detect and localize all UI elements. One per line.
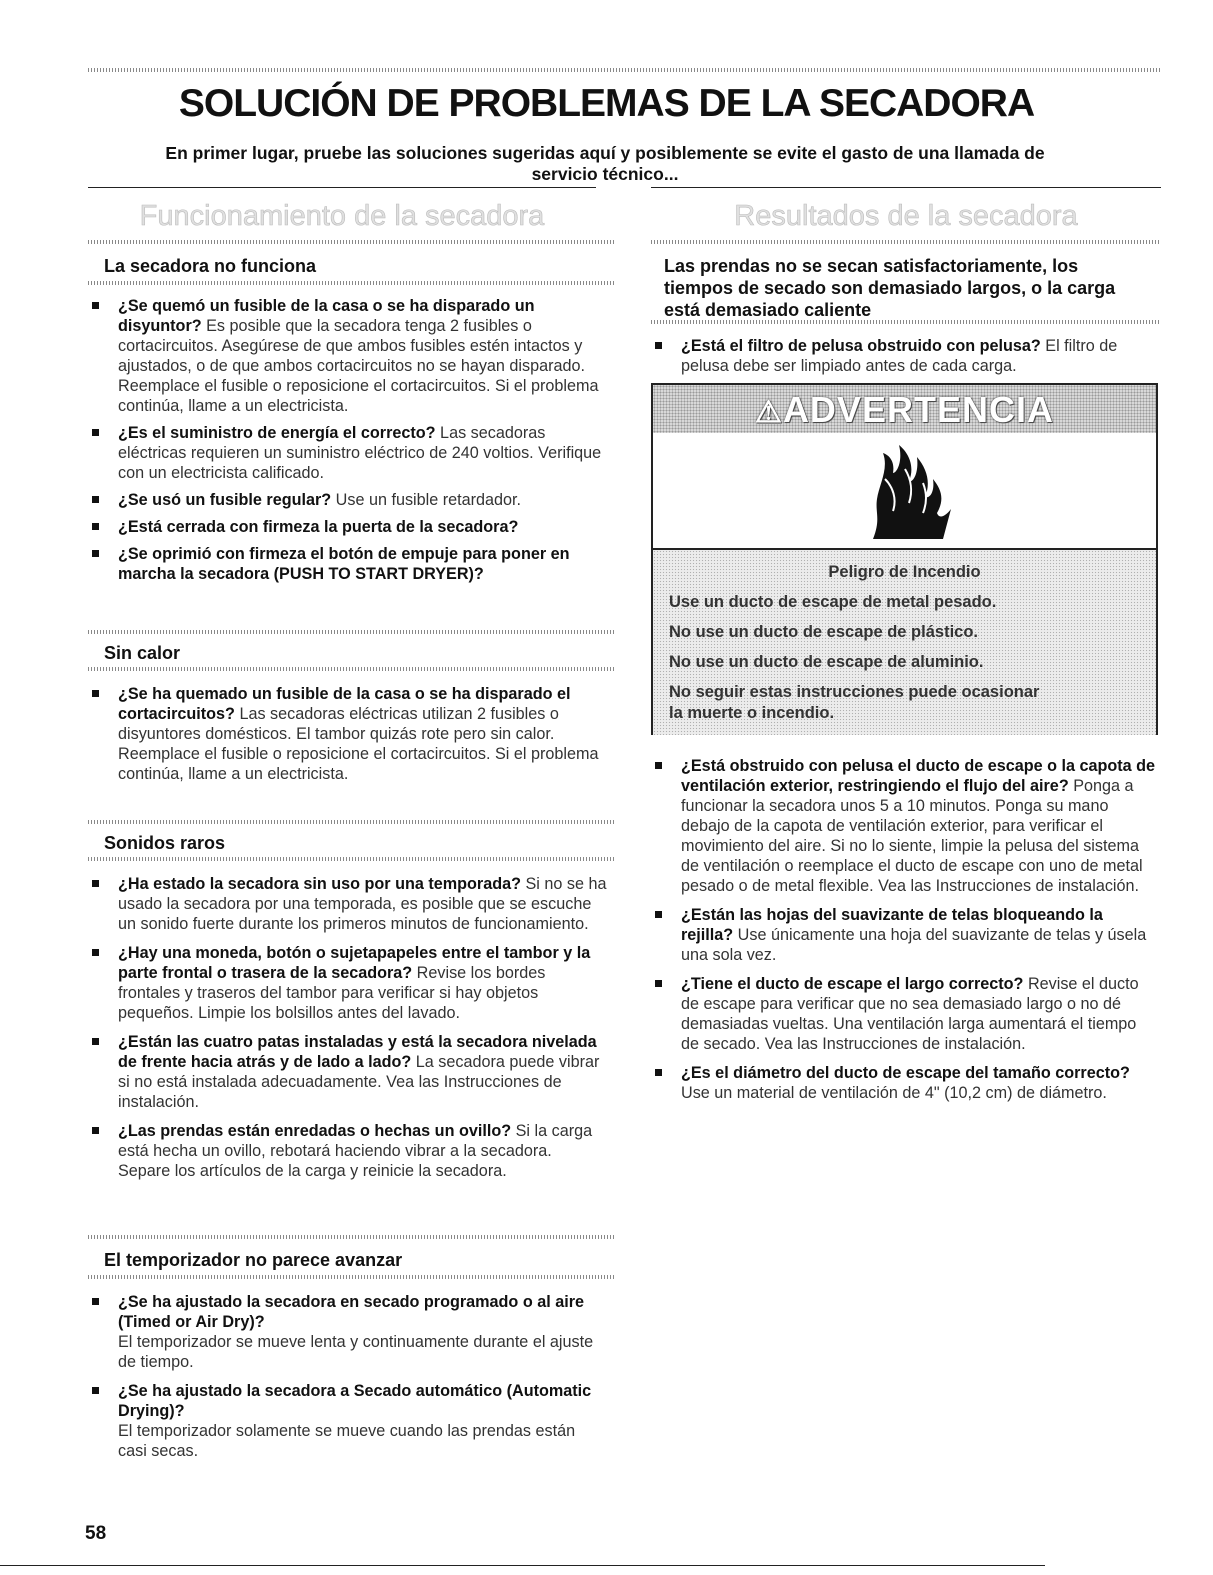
warning-line: No seguir estas instrucciones puede ocasionar — [669, 683, 1040, 701]
warning-body — [653, 550, 1156, 735]
section-title-results: Resultados de la secadora — [734, 200, 1078, 232]
page-subtitle: En primer lugar, pruebe las soluciones sugeridas aquí y posiblemente se evite el gasto de una llamada de servicio técnico... — [165, 143, 1045, 184]
section-title-operation: Funcionamiento de la secadora — [139, 200, 545, 232]
section-rule — [88, 820, 614, 824]
list-item: ¿Se ha quemado un fusible de la casa o se ha disparado el cortacircuitos? Las secadoras eléctricas utilizan 2 fusibles o disyuntores domésticos. El tambor quizás rote pero sin calor. Reemplace el fusible o reposicione el cortacircuitos. Si el problema continúa, llame a un electricista. — [88, 684, 608, 784]
list-item: ¿Hay una moneda, botón o sujetapapeles entre el tambor y la parte frontal o trasera de la secadora? Revise los bordes frontales y traseros del tambor para verificar si hay objetos pequeños. Limpie los bolsillos antes del lavado. — [88, 943, 608, 1023]
warning-line: la muerte o incendio. — [669, 704, 835, 722]
list-no-funciona — [88, 296, 608, 584]
warning-line: Use un ducto de escape de metal pesado. — [669, 593, 997, 611]
list-item: ¿Está obstruido con pelusa el ducto de escape o la capota de ventilación exterior, restringiendo el flujo del aire? Ponga a funcionar la secadora unos 5 a 10 minutos. Ponga su mano debajo de la capota de ventilación exterior, para verificar el movimiento del aire. Si no lo siente, limpie la pelusa del sistema de ventilación o reemplace el ducto de escape con uno de metal pesado o de metal flexible. Vea las Instrucciones de instalación. — [651, 756, 1158, 896]
fire-icon — [865, 439, 955, 544]
list-item: ¿Se ha ajustado la secadora en secado programado o al aire (Timed or Air Dry)? El temporizador se mueve lenta y continuamente durante el ajuste de tiempo. — [88, 1292, 608, 1372]
warning-title: ⚠ADVERTENCIA — [755, 389, 1054, 430]
list-item: ¿Ha estado la secadora sin uso por una temporada? Si no se ha usado la secadora por una temporada, es posible que se escuche un sonido fuerte durante los primeros minutos de funcionamiento. — [88, 874, 608, 934]
list-item: ¿Están las hojas del suavizante de telas bloqueando la rejilla? Use únicamente una hoja del suavizante de telas y úsela una sola vez. — [651, 905, 1158, 965]
section-rule — [88, 1235, 614, 1239]
warning-triangle-icon: ⚠ — [755, 396, 783, 429]
warning-box — [651, 383, 1158, 735]
top-dotted-rule — [88, 68, 1160, 72]
footer-rule — [0, 1565, 1045, 1566]
warning-header — [653, 385, 1156, 435]
section-rule — [88, 630, 614, 634]
warning-icon-panel — [653, 433, 1156, 550]
section-rule — [88, 240, 614, 244]
page-title: SOLUCIÓN DE PROBLEMAS DE LA SECADORA — [178, 82, 1035, 125]
list-item: ¿Es el diámetro del ducto de escape del tamaño correcto? Use un material de ventilación de 4" (10,2 cm) de diámetro. — [651, 1063, 1158, 1103]
list-item: ¿Se usó un fusible regular? Use un fusible retardador. — [88, 490, 608, 510]
list-item: ¿Está cerrada con firmeza la puerta de la secadora? — [88, 517, 608, 537]
list-item: ¿Se quemó un fusible de la casa o se ha disparado un disyuntor? Es posible que la secadora tenga 2 fusibles o cortacircuitos. Asegúrese de que ambos fusibles estén intactos y ajustados, o de que ambos cortacircuitos no se hayan disparado. Reemplace el fusible o reposicione el cortacircuitos. Si el problema continúa, llame a un electricista. — [88, 296, 608, 416]
subheading-rule — [651, 320, 1160, 324]
subheading-prendas: Las prendas no se secan satisfactoriamente, los tiempos de secado son demasiado largos, o la carga está demasiado caliente — [664, 256, 1116, 320]
subheading-rule — [88, 281, 614, 285]
subheading-no-funciona: La secadora no funciona — [104, 256, 317, 276]
subheading-sin-calor: Sin calor — [104, 643, 181, 663]
subheading-rule — [88, 1275, 614, 1279]
header-rule-left — [88, 187, 596, 188]
warning-line: No use un ducto de escape de aluminio. — [669, 653, 984, 671]
list-item: ¿Es el suministro de energía el correcto? Las secadoras eléctricas requieren un suministro eléctrico de 240 voltios. Verifique con un electricista calificado. — [88, 423, 608, 483]
list-sonidos-raros — [88, 874, 608, 1181]
section-rule — [651, 240, 1160, 244]
subheading-rule — [88, 857, 614, 861]
list-temporizador — [88, 1292, 608, 1461]
header-rule-right — [651, 187, 1161, 188]
warning-line: No use un ducto de escape de plástico. — [669, 623, 978, 641]
warning-hazard: Peligro de Incendio — [828, 563, 981, 581]
list-item: ¿Están las cuatro patas instaladas y está la secadora nivelada de frente hacia atrás y de lado a lado? La secadora puede vibrar si no está instalada adecuadamente. Vea las Instrucciones de instalación. — [88, 1032, 608, 1112]
page-number: 58 — [85, 1523, 107, 1544]
subheading-temporizador: El temporizador no parece avanzar — [104, 1250, 403, 1270]
list-item: ¿Las prendas están enredadas o hechas un ovillo? Si la carga está hecha un ovillo, rebotará haciendo vibrar a la secadora. Separe los artículos de la carga y reinicie la secadora. — [88, 1121, 608, 1181]
list-sin-calor — [88, 684, 608, 784]
list-item: ¿Está el filtro de pelusa obstruido con pelusa? El filtro de pelusa debe ser limpiado antes de cada carga. — [651, 336, 1156, 376]
list-filtro — [651, 336, 1156, 376]
list-item: ¿Tiene el ducto de escape el largo correcto? Revise el ducto de escape para verificar que no sea demasiado largo o no dé demasiadas vueltas. Una ventilación larga aumentará el tiempo de secado. Vea las Instrucciones de instalación. — [651, 974, 1158, 1054]
subheading-sonidos-raros: Sonidos raros — [104, 833, 226, 853]
list-item: ¿Se ha ajustado la secadora a Secado automático (Automatic Drying)? El temporizador solamente se mueve cuando las prendas están casi secas. — [88, 1381, 608, 1461]
list-ducto — [651, 756, 1158, 1103]
subheading-rule — [88, 667, 614, 671]
list-item: ¿Se oprimió con firmeza el botón de empuje para poner en marcha la secadora (PUSH TO START DRYER)? — [88, 544, 608, 584]
